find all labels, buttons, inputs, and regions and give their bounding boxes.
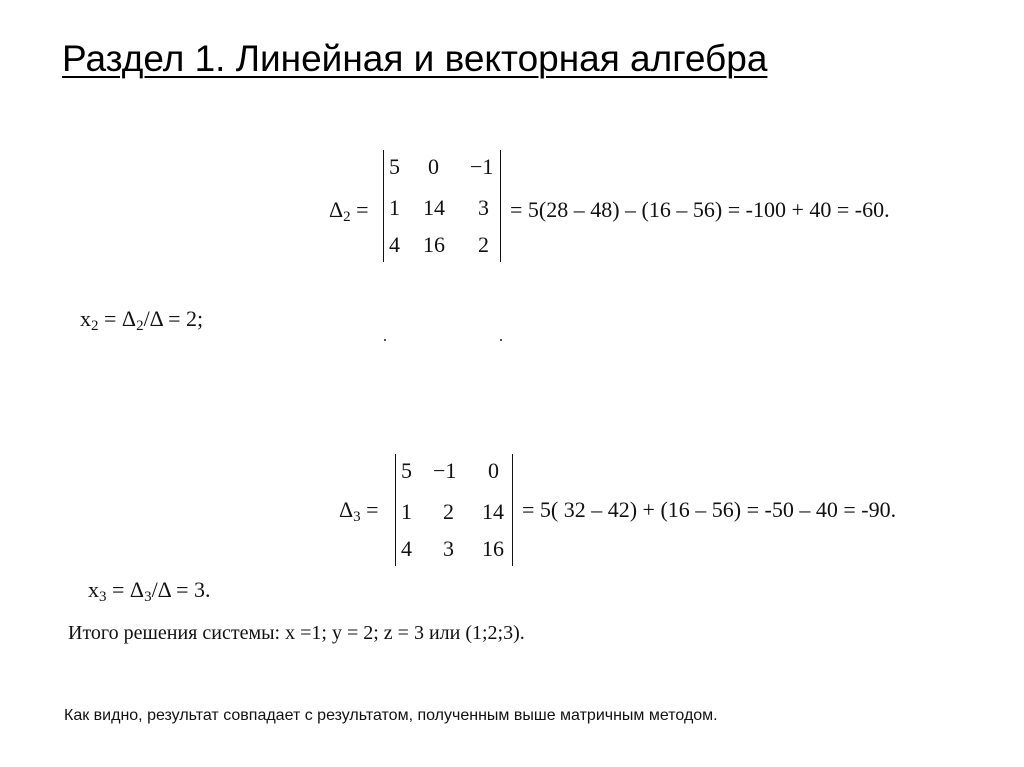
delta2-symbol: $\Delta_2$	[329, 197, 351, 225]
delta2-cell-2-2: 14	[423, 195, 445, 220]
delta2-cell-2-3: 3	[478, 195, 489, 220]
delta3-label: $\Delta_3$ =	[339, 497, 379, 525]
delta2-cell-3-1: 4	[389, 232, 400, 257]
delta2-cell-2-1: 1	[389, 195, 400, 220]
delta3-cell-3-3: 16	[482, 536, 504, 561]
delta2-label: $\Delta_2$ =	[329, 197, 369, 225]
delta2-cell-3-3: 2	[478, 232, 489, 257]
delta3-cell-1-3: 0	[488, 458, 499, 483]
delta3-cell-3-1: 4	[401, 536, 412, 561]
conclusion-note: Как видно, результат совпадает с результатом, полученным выше матричным методом.	[64, 707, 718, 724]
delta2-cell-1-2: 0	[428, 154, 439, 179]
delta2-cell-1-1: 5	[389, 154, 400, 179]
delta3-cell-3-2: 3	[443, 536, 454, 561]
delta3-cell-2-2: 2	[443, 499, 454, 524]
delta3-expression: = 5( 32 – 42) + (16 – 56) = -50 – 40 = -90.	[522, 497, 897, 522]
delta2-expression: = 5(28 – 48) – (16 – 56) = -100 + 40 = -60.	[510, 197, 890, 222]
x2-line: $x_2 = \Delta_2/\Delta = 2$;	[80, 306, 204, 334]
delta3-cell-2-3: 14	[482, 499, 504, 524]
delta2-cell-3-2: 16	[423, 232, 445, 257]
dot-mark	[500, 339, 502, 341]
delta2-cell-1-3: −1	[470, 154, 494, 179]
delta3-determinant	[395, 454, 513, 566]
summary-line: Итого решения системы: x =1; y = 2; z = 3 или (1;2;3).	[68, 622, 525, 644]
delta3-symbol: $\Delta_3$	[339, 497, 361, 525]
slide-title: Раздел 1. Линейная и векторная алгебра	[62, 38, 768, 79]
x3-line: $x_3 = \Delta_3/\Delta = 3$.	[88, 577, 211, 605]
delta2-determinant	[383, 150, 501, 262]
delta3-cell-1-1: 5	[401, 458, 412, 483]
delta3-cell-2-1: 1	[401, 499, 412, 524]
delta3-cell-1-2: −1	[433, 458, 457, 483]
dot-mark	[384, 339, 386, 341]
